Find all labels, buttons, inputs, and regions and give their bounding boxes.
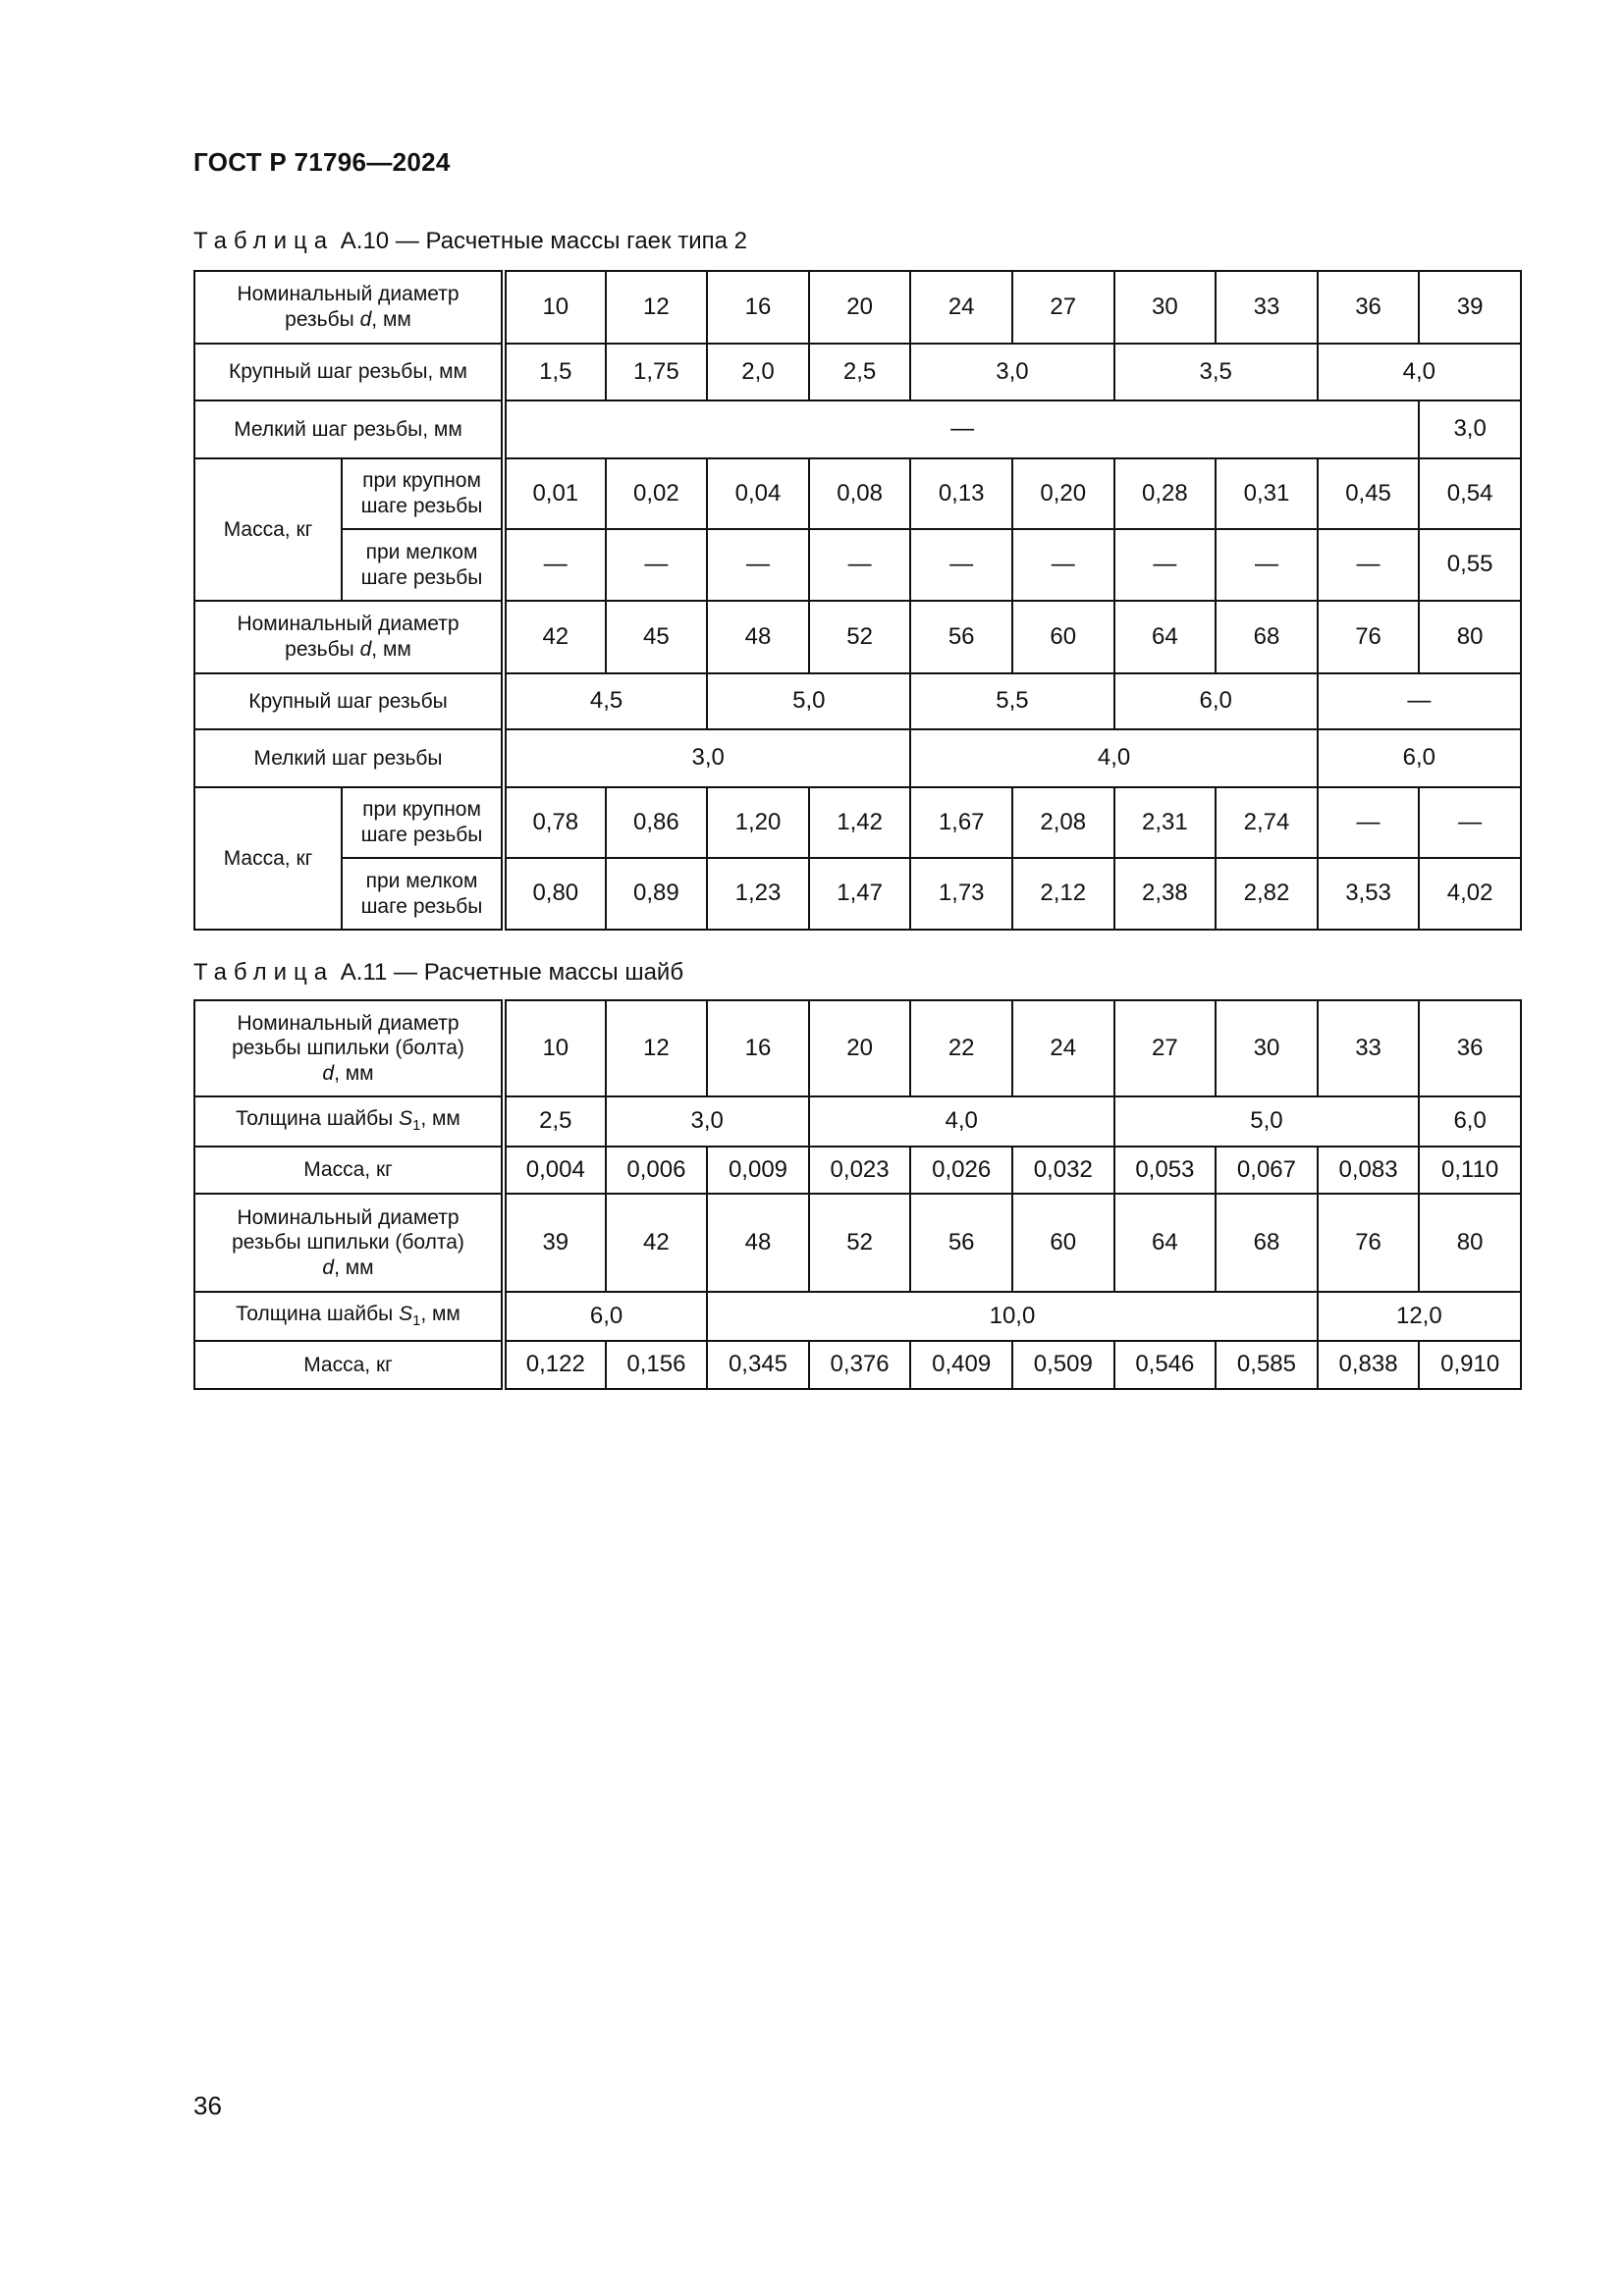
- table-cell: 36: [1419, 1000, 1521, 1096]
- table-row: [194, 458, 1521, 529]
- table-cell: 4,0: [1318, 344, 1521, 400]
- table-cell: 0,55: [1419, 529, 1521, 601]
- table-cell: 0,20: [1012, 458, 1114, 529]
- table-cell: 80: [1419, 1194, 1521, 1292]
- table-cell: 27: [1012, 271, 1114, 344]
- caption-word: Таблица: [193, 228, 335, 254]
- table-cell: 2,08: [1012, 787, 1114, 858]
- table-a10: [193, 270, 1522, 931]
- row-label: Крупный шаг резьбы: [194, 673, 504, 729]
- document-header: ГОСТ Р 71796—2024: [193, 147, 451, 177]
- table-cell: 42: [504, 601, 606, 673]
- row-label: [194, 1000, 504, 1096]
- table-cell: 0,026: [910, 1147, 1012, 1194]
- table-cell: 56: [910, 1194, 1012, 1292]
- table-cell: 16: [707, 1000, 809, 1096]
- table-row: [194, 787, 1521, 858]
- row-label-text: Номинальный диаметр резьбы d, мм: [237, 283, 460, 331]
- table-cell: 30: [1216, 1000, 1318, 1096]
- table-cell: 0,546: [1114, 1341, 1217, 1389]
- table-row: [194, 601, 1521, 673]
- table-cell: 12,0: [1318, 1292, 1521, 1341]
- table-cell: 0,067: [1216, 1147, 1318, 1194]
- table-cell: 2,0: [707, 344, 809, 400]
- table-cell: —: [1318, 787, 1420, 858]
- table-cell: 30: [1114, 271, 1217, 344]
- table-a11-caption: [193, 959, 683, 987]
- caption-text: А.11 — Расчетные массы шайб: [340, 959, 684, 986]
- table-a11: [193, 999, 1522, 1390]
- row-group-label: Масса, кг: [194, 458, 342, 601]
- table-cell: 68: [1216, 1194, 1318, 1292]
- table-cell: 39: [504, 1194, 606, 1292]
- row-label: Масса, кг: [194, 1147, 504, 1194]
- table-cell: 0,01: [504, 458, 606, 529]
- table-cell: —: [1216, 529, 1318, 601]
- table-cell: 10,0: [707, 1292, 1318, 1341]
- row-label: Мелкий шаг резьбы: [194, 729, 504, 787]
- table-cell: —: [504, 529, 606, 601]
- table-cell: —: [809, 529, 911, 601]
- row-label: [194, 1292, 504, 1341]
- table-cell: 48: [707, 601, 809, 673]
- table-cell: —: [910, 529, 1012, 601]
- table-cell: 76: [1318, 1194, 1420, 1292]
- table-cell: 4,0: [910, 729, 1317, 787]
- row-label: Масса, кг: [194, 1341, 504, 1389]
- table-cell: 52: [809, 601, 911, 673]
- table-cell: 5,0: [1114, 1096, 1420, 1147]
- table-cell: 24: [1012, 1000, 1114, 1096]
- table-cell: 80: [1419, 601, 1521, 673]
- table-row: [194, 673, 1521, 729]
- table-cell: 24: [910, 271, 1012, 344]
- table-cell: 6,0: [1419, 1096, 1521, 1147]
- row-sublabel: при мелком шаге резьбы: [342, 529, 504, 601]
- table-cell: 20: [809, 271, 911, 344]
- table-cell: 48: [707, 1194, 809, 1292]
- table-cell: 4,02: [1419, 858, 1521, 930]
- table-cell: 0,122: [504, 1341, 606, 1389]
- table-cell: —: [1318, 673, 1521, 729]
- row-label: [194, 1194, 504, 1292]
- table-cell: 64: [1114, 1194, 1217, 1292]
- table-cell: 0,89: [606, 858, 708, 930]
- table-cell: 3,0: [1419, 400, 1521, 458]
- table-cell: 0,053: [1114, 1147, 1217, 1194]
- table-cell: —: [1318, 529, 1420, 601]
- table-cell: 5,5: [910, 673, 1113, 729]
- table-cell: 0,156: [606, 1341, 708, 1389]
- table-cell: 0,585: [1216, 1341, 1318, 1389]
- table-cell: 1,73: [910, 858, 1012, 930]
- row-label: [194, 1096, 504, 1147]
- table-cell: 52: [809, 1194, 911, 1292]
- table-row: [194, 400, 1521, 458]
- table-row: [194, 858, 1521, 930]
- table-cell: 0,409: [910, 1341, 1012, 1389]
- table-row: [194, 1341, 1521, 1389]
- table-cell: 1,42: [809, 787, 911, 858]
- table-cell: 36: [1318, 271, 1420, 344]
- table-cell: 0,083: [1318, 1147, 1420, 1194]
- row-label-text: Толщина шайбы $S_1$, мм: [236, 1302, 460, 1330]
- table-cell: 0,80: [504, 858, 606, 930]
- table-cell: 3,53: [1318, 858, 1420, 930]
- table-cell: 0,509: [1012, 1341, 1114, 1389]
- table-cell: 0,004: [504, 1147, 606, 1194]
- table-cell: —: [504, 400, 1419, 458]
- table-cell: 0,54: [1419, 458, 1521, 529]
- table-cell: 1,23: [707, 858, 809, 930]
- table-cell: 2,74: [1216, 787, 1318, 858]
- table-cell: 33: [1216, 271, 1318, 344]
- row-sublabel: при мелком шаге резьбы: [342, 858, 504, 930]
- table-cell: 64: [1114, 601, 1217, 673]
- table-cell: 2,12: [1012, 858, 1114, 930]
- table-cell: 27: [1114, 1000, 1217, 1096]
- table-cell: 42: [606, 1194, 708, 1292]
- table-cell: —: [1012, 529, 1114, 601]
- table-cell: 10: [504, 1000, 606, 1096]
- row-label-text: Номинальный диаметр резьбы шпильки (болта) d, мм: [232, 1205, 464, 1279]
- row-label: Крупный шаг резьбы, мм: [194, 344, 504, 400]
- row-sublabel: при крупном шаге резьбы: [342, 458, 504, 529]
- row-group-label: Масса, кг: [194, 787, 342, 930]
- table-row: [194, 1096, 1521, 1147]
- table-cell: 0,31: [1216, 458, 1318, 529]
- table-cell: 39: [1419, 271, 1521, 344]
- table-cell: 20: [809, 1000, 911, 1096]
- table-cell: 0,86: [606, 787, 708, 858]
- table-cell: 2,5: [504, 1096, 606, 1147]
- table-cell: 0,006: [606, 1147, 708, 1194]
- table-cell: 2,38: [1114, 858, 1217, 930]
- caption-text: А.10 — Расчетные массы гаек типа 2: [340, 228, 747, 254]
- table-cell: 68: [1216, 601, 1318, 673]
- table-cell: 2,82: [1216, 858, 1318, 930]
- table-cell: 0,08: [809, 458, 911, 529]
- table-cell: 0,04: [707, 458, 809, 529]
- table-cell: 3,0: [504, 729, 910, 787]
- table-cell: 4,0: [809, 1096, 1114, 1147]
- table-cell: 3,0: [910, 344, 1113, 400]
- table-cell: 6,0: [1318, 729, 1521, 787]
- table-cell: 60: [1012, 1194, 1114, 1292]
- table-cell: 0,45: [1318, 458, 1420, 529]
- table-cell: 56: [910, 601, 1012, 673]
- table-row: [194, 1194, 1521, 1292]
- table-cell: 0,02: [606, 458, 708, 529]
- row-label-text: Номинальный диаметр резьбы шпильки (болта) d, мм: [232, 1011, 464, 1085]
- table-cell: 22: [910, 1000, 1012, 1096]
- table-cell: 1,20: [707, 787, 809, 858]
- table-cell: 0,13: [910, 458, 1012, 529]
- row-sublabel: при крупном шаге резьбы: [342, 787, 504, 858]
- page-number: 36: [193, 2091, 222, 2120]
- table-a10-caption: [193, 228, 747, 255]
- row-label: [194, 271, 504, 344]
- caption-word: Таблица: [193, 959, 335, 986]
- table-cell: 0,032: [1012, 1147, 1114, 1194]
- table-cell: —: [707, 529, 809, 601]
- table-cell: 10: [504, 271, 606, 344]
- table-cell: 5,0: [707, 673, 910, 729]
- table-cell: 0,838: [1318, 1341, 1420, 1389]
- table-cell: 4,5: [504, 673, 707, 729]
- table-cell: 0,376: [809, 1341, 911, 1389]
- table-row: [194, 529, 1521, 601]
- table-cell: —: [1419, 787, 1521, 858]
- table-row: [194, 1000, 1521, 1096]
- table-cell: 60: [1012, 601, 1114, 673]
- table-cell: 0,110: [1419, 1147, 1521, 1194]
- table-cell: 16: [707, 271, 809, 344]
- table-cell: 1,47: [809, 858, 911, 930]
- table-cell: 0,910: [1419, 1341, 1521, 1389]
- table-row: [194, 729, 1521, 787]
- table-cell: 0,023: [809, 1147, 911, 1194]
- row-label: [194, 601, 504, 673]
- table-row: [194, 1292, 1521, 1341]
- table-cell: 6,0: [1114, 673, 1318, 729]
- table-cell: —: [1114, 529, 1217, 601]
- table-cell: 0,78: [504, 787, 606, 858]
- table-cell: 33: [1318, 1000, 1420, 1096]
- row-label-text: Номинальный диаметр резьбы d, мм: [237, 613, 460, 661]
- table-cell: 0,009: [707, 1147, 809, 1194]
- table-cell: 12: [606, 271, 708, 344]
- table-cell: 0,345: [707, 1341, 809, 1389]
- table-cell: 2,5: [809, 344, 911, 400]
- table-cell: 76: [1318, 601, 1420, 673]
- row-label: Мелкий шаг резьбы, мм: [194, 400, 504, 458]
- table-cell: —: [606, 529, 708, 601]
- table-row: [194, 1147, 1521, 1194]
- table-cell: 1,67: [910, 787, 1012, 858]
- table-cell: 2,31: [1114, 787, 1217, 858]
- table-cell: 1,5: [504, 344, 606, 400]
- table-cell: 45: [606, 601, 708, 673]
- table-cell: 3,5: [1114, 344, 1318, 400]
- table-row: [194, 271, 1521, 344]
- table-cell: 1,75: [606, 344, 708, 400]
- table-cell: 6,0: [504, 1292, 707, 1341]
- table-cell: 3,0: [606, 1096, 809, 1147]
- table-row: [194, 344, 1521, 400]
- table-cell: 0,28: [1114, 458, 1217, 529]
- row-label-text: Толщина шайбы $S_1$, мм: [236, 1107, 460, 1135]
- table-cell: 12: [606, 1000, 708, 1096]
